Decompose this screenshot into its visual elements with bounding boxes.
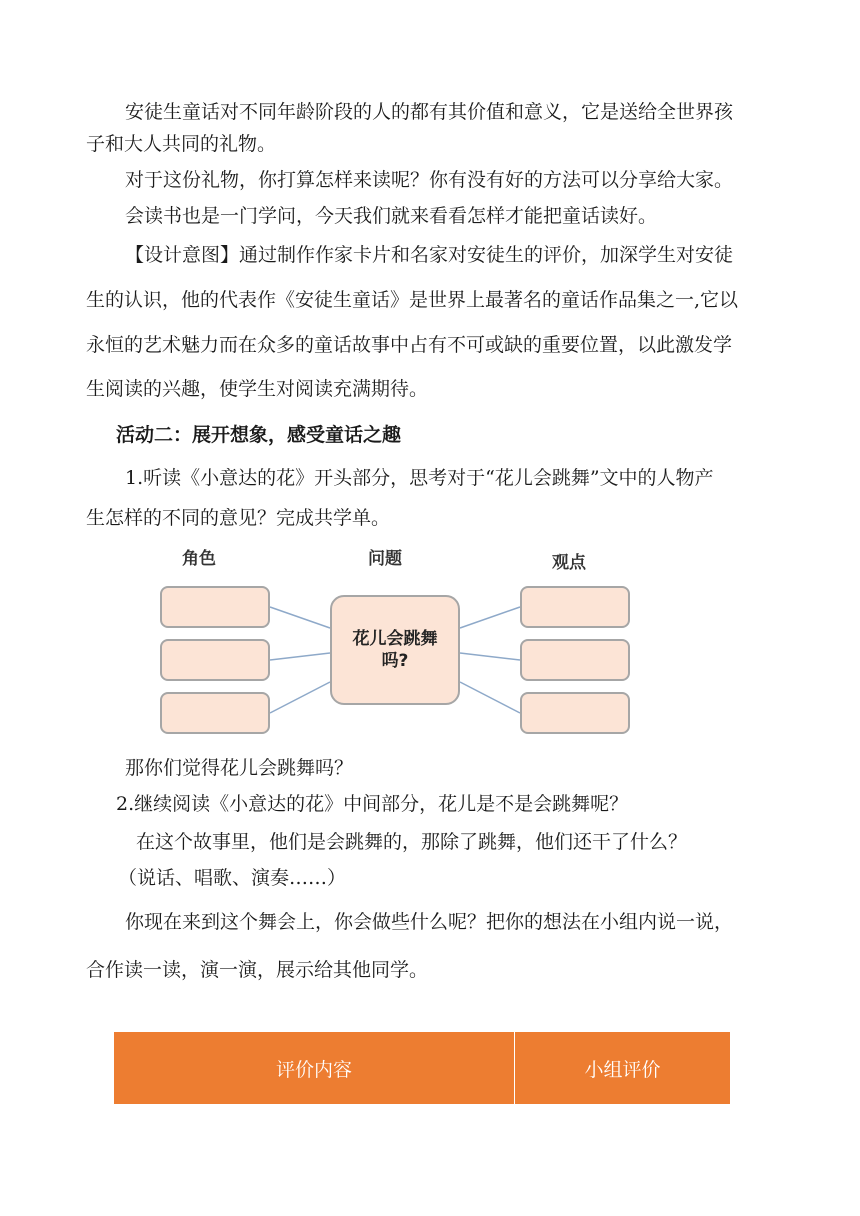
paragraph-1-line-1: 安徒生童话对不同年龄阶段的人的都有其价值和意义，它是送给全世界孩: [125, 101, 734, 123]
connector-line: [270, 682, 330, 713]
connector-line: [460, 653, 520, 660]
paragraph-1-line-2: 子和大人共同的礼物。: [86, 133, 277, 155]
column-heading-question: 问题: [368, 549, 402, 569]
paragraph-5-line-1: 1.听读《小意达的花》开头部分，思考对于“花儿会跳舞”文中的人物产: [125, 467, 714, 489]
paragraph-9: （说话、唱歌、演奏……）: [118, 867, 347, 889]
paragraph-3: 会读书也是一门学问，今天我们就来看看怎样才能把童话读好。: [125, 205, 658, 227]
connector-line: [270, 607, 330, 628]
paragraph-8: 在这个故事里，他们是会跳舞的，那除了跳舞，他们还干了什么？: [136, 831, 688, 853]
paragraph-7: 2.继续阅读《小意达的花》中间部分，花儿是不是会跳舞呢？: [116, 793, 629, 815]
co-learning-worksheet-diagram: [150, 540, 640, 745]
evaluation-table-header: [114, 1032, 730, 1104]
activity-2-heading: 活动二：展开想象，感受童话之趣: [116, 424, 402, 446]
paragraph-10-line-1: 你现在来到这个舞会上，你会做些什么呢？把你的想法在小组内说一说，: [125, 911, 734, 933]
design-intent-line-2: 生的认识，他的代表作《安徒生童话》是世界上最著名的童话作品集之一,它以: [86, 289, 739, 311]
column-heading-view: 观点: [552, 553, 586, 573]
paragraph-10-line-2: 合作读一读，演一演，展示给其他同学。: [86, 959, 429, 981]
role-box-1[interactable]: [160, 586, 270, 628]
header-cell-group-evaluation: 小组评价: [584, 1058, 661, 1081]
connector-line: [460, 607, 520, 628]
column-heading-role: 角色: [182, 549, 216, 569]
connector-line: [460, 682, 520, 713]
view-box-2[interactable]: [520, 639, 630, 681]
design-intent-line-4: 生阅读的兴趣，使学生对阅读充满期待。: [86, 378, 429, 400]
paragraph-6: 那你们觉得花儿会跳舞吗？: [125, 757, 354, 779]
question-box: 花儿会跳舞吗?: [330, 595, 460, 705]
connector-line: [270, 653, 330, 660]
header-cell-evaluation-content: 评价内容: [114, 1032, 515, 1104]
design-intent-line-1: 【设计意图】通过制作作家卡片和名家对安徒生的评价，加深学生对安徒: [125, 244, 734, 266]
view-box-3[interactable]: [520, 692, 630, 734]
role-box-2[interactable]: [160, 639, 270, 681]
paragraph-2: 对于这份礼物，你打算怎样来读呢？你有没有好的方法可以分享给大家。: [125, 169, 734, 191]
role-box-3[interactable]: [160, 692, 270, 734]
design-intent-line-3: 永恒的艺术魅力而在众多的童话故事中占有不可或缺的重要位置，以此激发学: [86, 334, 733, 356]
view-box-1[interactable]: [520, 586, 630, 628]
paragraph-5-line-2: 生怎样的不同的意见？完成共学单。: [86, 507, 391, 529]
